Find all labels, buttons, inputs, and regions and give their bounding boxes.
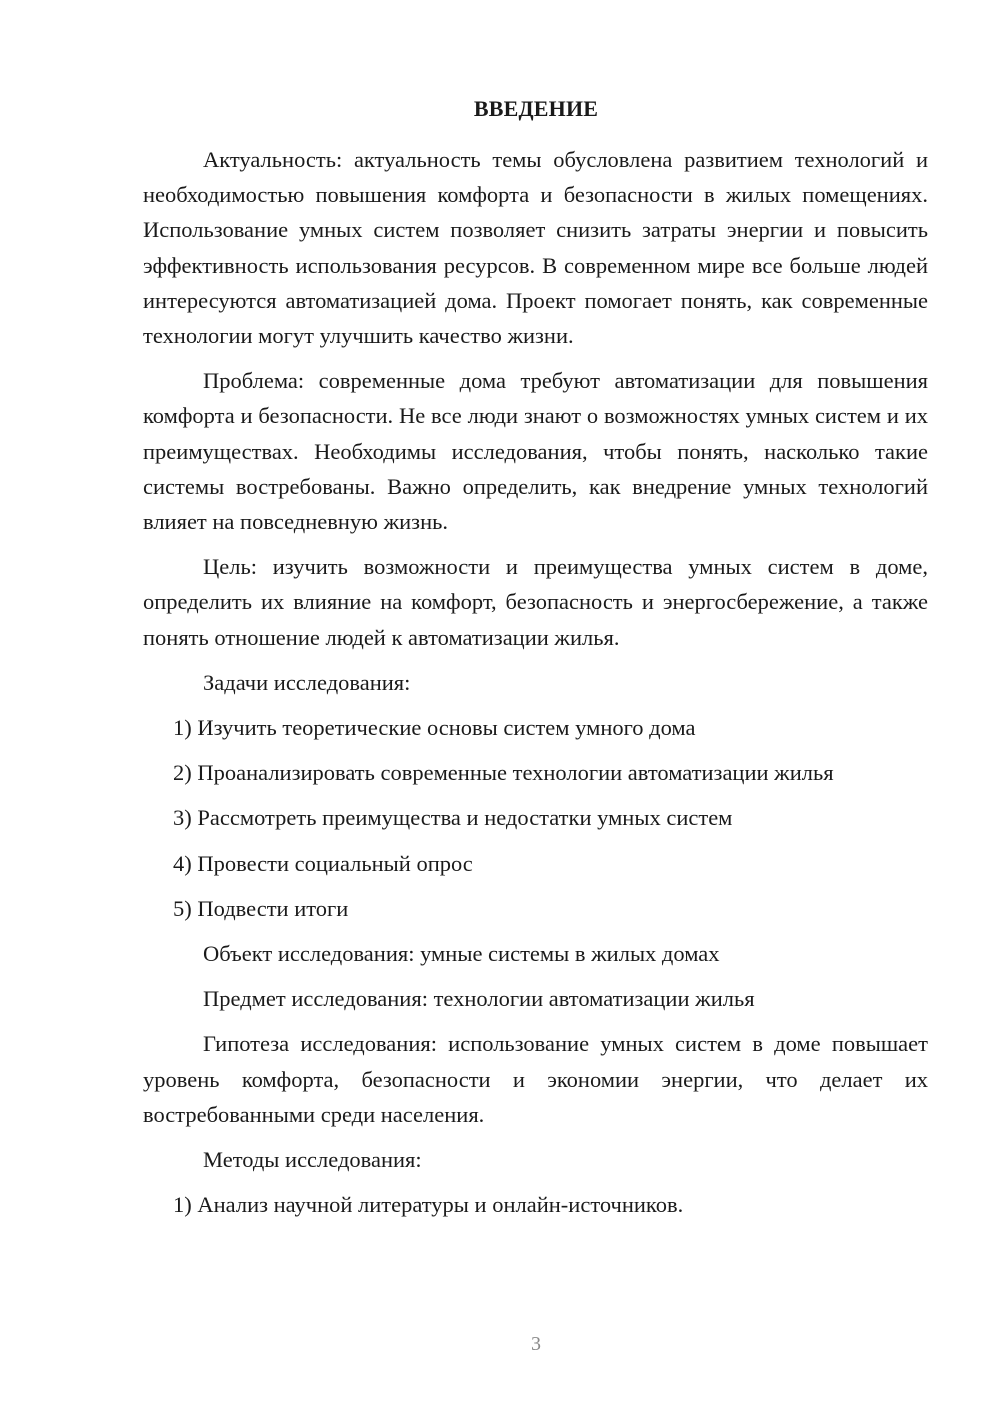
methods-list [143, 1187, 928, 1222]
page-title: ВВЕДЕНИЕ [473, 96, 599, 121]
page-number: 3 [531, 1333, 541, 1355]
paragraph-hypothesis: Гипотеза исследования: использование умных систем в доме повышает уровень комфорта, безопасности и экономии энергии, что делает их востребованными среди населения. [143, 1031, 928, 1127]
tasks-heading: Задачи исследования: [203, 669, 411, 695]
list-item: 1) Анализ научной литературы и онлайн-источников. [173, 1192, 684, 1218]
paragraph-object: Объект исследования: умные системы в жилых домах [203, 941, 720, 967]
paragraph-problem: Проблема: современные дома требуют автоматизации для повышения комфорта и безопасности. Не все люди знают о возможностях умных систем и их преимуществах. Необходимы исследования, чтобы понять, насколько такие системы востребованы. Важно определить, как внедрение умных технологий влияет на повседневную жизнь. [143, 368, 928, 535]
list-item: 1) Изучить теоретические основы систем умного дома [173, 715, 696, 741]
methods-heading: Методы исследования: [203, 1147, 422, 1173]
list-item: 5) Подвести итоги [173, 895, 349, 921]
document-body [143, 142, 928, 1232]
list-item: 3) Рассмотреть преимущества и недостатки умных систем [173, 805, 733, 831]
paragraph-subject: Предмет исследования: технологии автоматизации жилья [203, 986, 755, 1012]
list-item: 2) Проанализировать современные технологии автоматизации жилья [173, 760, 834, 786]
list-item: 4) Провести социальный опрос [173, 850, 473, 876]
paragraph-goal: Цель: изучить возможности и преимущества умных систем в доме, определить их влияние на комфорт, безопасность и энергосбережение, а также понять отношение людей к автоматизации жилья. [143, 554, 928, 650]
paragraph-relevance: Актуальность: актуальность темы обусловлена развитием технологий и необходимостью повышения комфорта и безопасности в жилых помещениях. Использование умных систем позволяет снизить затраты энергии и повысить эффективность использования ресурсов. В современном мире все больше людей интересуются автоматизацией дома. Проект помогает понять, как современные технологии могут улучшить качество жизни. [143, 147, 928, 349]
tasks-list [143, 710, 928, 926]
